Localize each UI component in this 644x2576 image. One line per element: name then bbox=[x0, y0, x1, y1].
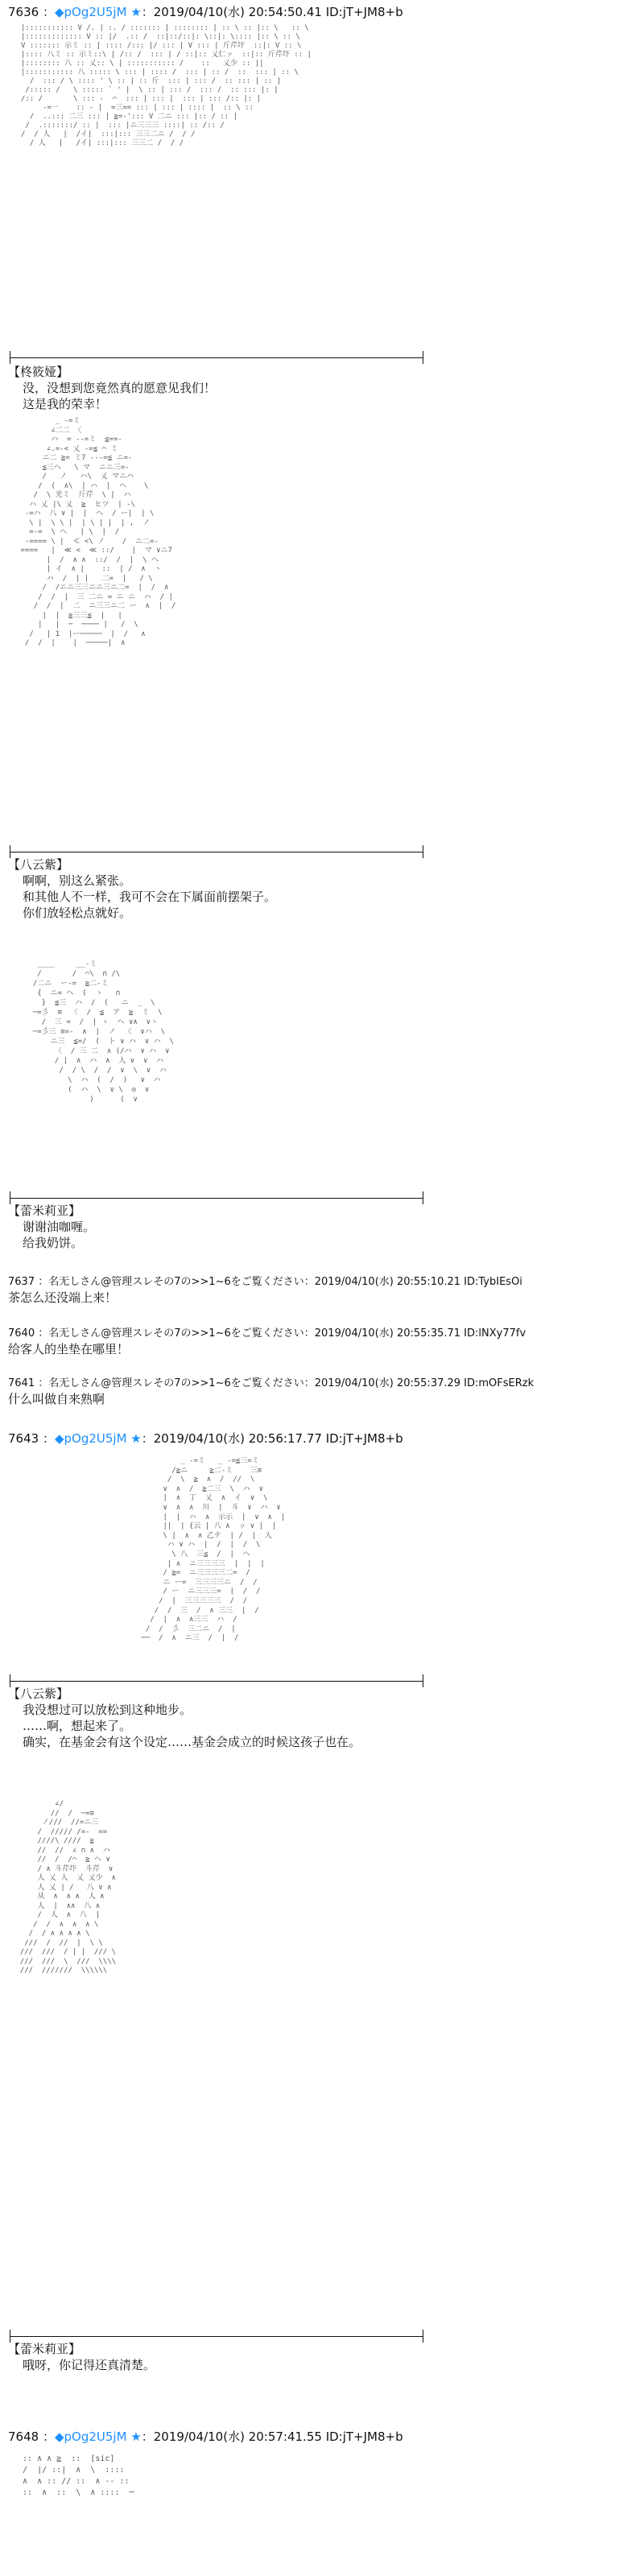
poster-name: 名无しさん bbox=[48, 1276, 101, 1288]
post-text: 什么叫做自来熟啊 bbox=[8, 1392, 105, 1406]
post-number: 7636 bbox=[8, 5, 39, 19]
post-number: 7637 bbox=[8, 1276, 35, 1288]
poster-trip[interactable]: ◆pOg2U5jM ★ bbox=[54, 2429, 142, 2444]
post-date: 2019/04/10(水) 20:54:50.41 bbox=[153, 5, 322, 19]
dialogue-block bbox=[8, 857, 276, 921]
dialogue-line: 确实，在基金会有这个设定……基金会成立的时候这孩子也在。 bbox=[23, 1735, 361, 1749]
dialogue-line: 谢谢油咖喱。 bbox=[23, 1220, 96, 1234]
speaker-name: 【柊筱娅】 bbox=[8, 365, 69, 379]
separator-line bbox=[10, 357, 423, 358]
dialogue-line: 这是我的荣幸！ bbox=[23, 397, 108, 411]
post-date: 2019/04/10(水) 20:55:10.21 bbox=[314, 1276, 461, 1288]
dialogue-line: 哦呀，你记得还真清楚。 bbox=[23, 2358, 156, 2372]
speaker-name: 【八云紫】 bbox=[8, 857, 69, 872]
post-date: 2019/04/10(水) 20:55:35.71 bbox=[314, 1327, 461, 1340]
post-id: ID:jT+JM8+b bbox=[325, 2429, 403, 2444]
separator-line bbox=[10, 1198, 423, 1199]
dialogue-line: 你们放轻松点就好。 bbox=[23, 906, 132, 920]
thread-note: 管理スレその7の>>1~6をご覧ください bbox=[111, 1276, 304, 1288]
dialogue-line: 没，没想到您竟然真的愿意见我们！ bbox=[23, 381, 217, 395]
post-number: 7648 bbox=[8, 2429, 39, 2444]
ascii-art-2: _ -=ミ ∠二二 〈 ハ = --=ミ ≦==- ∠.=-< 乂 -=≦ ⌒ ミ ニ二 ≧= ミ7 ---=≦ ニ=- ≦三ヘ \ マ ニニ三=- / ノ ハ\ 乂 マニハ / ( ∧\ | ハ | ヘ \ / \ 光ミ 斤芹 \ | ハ ハ 乂 |\ 乂 ≧ ヒツ | -\ -=ハ 八 ∨ | | ヘ / ー| | \ \ | \ \ | | \ | | | , ノ =-= \ ヘ | \ | / -==== \ | ≪ <\ ノ / ニ二=- ==== | ≪ < ≪ ::/ | マ ∨ニ7 | / ∧ ∧ ::/ / | \ ヘ | イ ∧ | :: | / ∧ ヽ ハ / | | 二= | / \ / /ニニ三三ニニ三ニ二= | / ∧ / / | 三 二ニ = ニ ニ ハ / | / / | 二 ニ三三ニ二 ー ∧ | / | | ≧三三≦ | | | | ─ ──── | / \ / | 1 |ー───── | / ∧ / / | | ─────| ∧ bbox=[20, 417, 176, 647]
post-header: 7643 ：◆pOg2U5jM ★：2019/04/10(水) 20:56:17.77 ID:jT+JM8+b bbox=[8, 1431, 403, 1446]
post-header: 7641 ：名无しさん@管理スレその7の>>1~6をご覧ください：2019/04/10(水) 20:55:37.29 ID:mOFsERzk bbox=[8, 1377, 535, 1389]
post-number: 7641 bbox=[8, 1377, 35, 1389]
dialogue-block bbox=[8, 364, 216, 412]
post-number: 7643 bbox=[8, 1431, 39, 1446]
post-id: ID:lNXy77fv bbox=[464, 1327, 526, 1340]
post-date: 2019/04/10(水) 20:57:41.55 bbox=[153, 2429, 322, 2444]
post-text: 给客人的坐垫在哪里！ bbox=[8, 1342, 130, 1356]
ascii-art-1: |::::::::::: V /. | :. / ::::::: | :::::::: | :: \ :: |:: \ :: \ |::::::::::::: V :: |/ .:: / ::|::/::|: \::|: \:::: |:: \ :: \ V ::::::: 示ミ :: | :::: /::: |/ ::: | V ::: | 斤芹圷 ::|: V :: \ |:::: 八ミ :: 示ミ::\ | /:: / ::: | / ::|:: 乂仁ッ ::|:: 斤芹圷 :: | |:::::::: 八 :: 乂:: \ | ::::::::::: / :: 乂少 :: || |::::::::::: 八 ::::: \ ::: | :::: / ::: | :: / :: ::: | :: \ / ::: / \ :::: ' \ :: | :: 斤 ::: | ::: / :: ::: | :: | /::::: / \ ::::: ` ' | \ :: | ::: / ::: / :: ::: |: | /:: / \ ::: - ⌒ ::: | ::: | ::: | ::: /:: |: | -=一 :: - | =三== ::: | ::: | :::: | :: \ :: / ..::: 二三 ::: | ≧=-'::: V 二ニ ::: |:: / :: | / .:::::::/ :: | ::: |ニ三三三 ::::| :: /:: / / / 人 | /イ| :::|::: 三三二ニ / / / / 人 | /イ| :::|::: 三三二 / / / bbox=[21, 24, 312, 147]
ascii-art-5: ∠/ // / ─=≡ ノ/// //=ニ三 / ///// /=- == ////\ //// ≧ // // ∠ ∩ ∧ ハ // / /⌒ ≧ ヘ ∨ / ∧ 斗芹圷 斗芹 ∨ 人 乂 人 乂 乂少 ∧ 人 乂 | / 八 ∨ ∧ 从 ∧ ∧ ∧ 人 ∧ 人 | ∧∧ 八 ∧ / 人 ∧ 八 | / / ∧ ∧ ∧ \ / / ∧ ∧ ∧ ∧ \ /// / // | \ \ /// /// / | | /// \ /// /// \ /// \\\\ /// /////// \\\\\\ bbox=[19, 1800, 117, 1975]
dialogue-block bbox=[8, 1686, 361, 1750]
post-number: 7640 bbox=[8, 1327, 35, 1340]
dialogue-line: ……啊，想起来了。 bbox=[23, 1719, 132, 1733]
post-header: 7637 ：名无しさん@管理スレその7の>>1~6をご覧ください：2019/04/10(水) 20:55:10.21 ID:TybIEsOi bbox=[8, 1276, 522, 1288]
post-date: 2019/04/10(水) 20:56:17.77 bbox=[153, 1431, 322, 1446]
poster-name: 名无しさん bbox=[48, 1327, 101, 1340]
ascii-art-4: _ -=ミ _ -=≦三=ミ /≧ニ ≧二-ミ 三≡ / \ ≧ ∧ / // \ ∨ ∧ / ≧二三 \ ハ ∨ | ∧ 丁 乂 ∧ イ ∨ \ ∨ ∧ ∧ 川 | 斗 ∨ ハ ∨ | | ハ ∧ 示示 | ∨ ∧ | || | {云 | 八 ∧ ッ ∨ | | \ | ∧ ∧ 乙テ | / | 人 ハ ∨ ハ | / | / \ \ 八 三≦ / | ヘ | ∧ ニ三三三三 | | | / ≧= ニ三三三三二= / ニ ー= 三三三三ニ / / / ー ニ三三三= | / / / | 三三三三三 / / / / 三 / ∧ 三三 | / / | ∧ ∧三三 ハ / / / 彡 三二ニ / | ── / ∧ ニ三 / | / bbox=[141, 1457, 286, 1643]
poster-name: 名无しさん bbox=[48, 1377, 101, 1389]
ascii-art-3: ____ __-ミ / / ⌒\ ∩ /\ /二ニ ー-= ≧二-ミ { ニ= ヘ ( ゝ ∩ } ≦三 ハ / ( ニ _ \ ─=彡 ≡ 〈 / ≦ ア ≧ ミ \ / 三 = / | ゝ ヘ ∨∧ ∨ヽ ─=彡三 ≡=- ∧ | ノ 〈 ∨ハ \ ニ三 ≦=/ ( ト ∨ ハ ∨ ハ \ 〈 / 三 二 ∧ (/ハ ∨ ハ ∨ / | ∧ ハ ∧ 人 ∨ ∨ ハ / / \ / / ∨ \ ∨ ハ \ ハ ( / ) ∨ ハ ( ハ \ ∨ \ ◎ ∨ ) ( ∨ bbox=[32, 960, 174, 1104]
dialogue-line: 和其他人不一样，我可不会在下属面前摆架子。 bbox=[23, 890, 277, 904]
separator-line bbox=[10, 1681, 423, 1682]
post-id: ID:mOFsERzk bbox=[464, 1377, 535, 1389]
dialogue-line: 给我奶饼。 bbox=[23, 1236, 84, 1250]
post-header: 7648 ：◆pOg2U5jM ★：2019/04/10(水) 20:57:41.55 ID:jT+JM8+b bbox=[8, 2429, 403, 2444]
ascii-art-6: :: ∧ ∧ ≧ :: [sic] / |/ ::| ∧ \ :::: ∧ ∧ :: // :: ∧ -- :: :: ∧ :: \ ∧ :::: ─ bbox=[23, 2454, 134, 2497]
post-id: ID:jT+JM8+b bbox=[325, 5, 403, 19]
post-header: 7640 ：名无しさん@管理スレその7の>>1~6をご覧ください：2019/04/10(水) 20:55:35.71 ID:lNXy77fv bbox=[8, 1327, 526, 1340]
post-id: ID:TybIEsOi bbox=[464, 1276, 522, 1288]
dialogue-block bbox=[8, 1203, 95, 1251]
thread-note: 管理スレその7の>>1~6をご覧ください bbox=[111, 1377, 304, 1389]
post-date: 2019/04/10(水) 20:55:37.29 bbox=[314, 1377, 461, 1389]
dialogue-block bbox=[8, 2341, 155, 2373]
post-text: 茶怎么还没端上来！ bbox=[8, 1290, 118, 1305]
speaker-name: 【八云紫】 bbox=[8, 1686, 69, 1701]
post-header: 7636 ：◆pOg2U5jM ★：2019/04/10(水) 20:54:50.41 ID:jT+JM8+b bbox=[8, 5, 403, 19]
speaker-name: 【蕾米莉亚】 bbox=[8, 2342, 81, 2356]
post-id: ID:jT+JM8+b bbox=[325, 1431, 403, 1446]
thread-note: 管理スレその7の>>1~6をご覧ください bbox=[111, 1327, 304, 1340]
separator-line bbox=[10, 2336, 423, 2337]
dialogue-line: 啊啊，别这么紧张。 bbox=[23, 873, 132, 888]
dialogue-line: 我没想过可以放松到这种地步。 bbox=[23, 1703, 192, 1717]
speaker-name: 【蕾米莉亚】 bbox=[8, 1203, 81, 1218]
poster-trip[interactable]: ◆pOg2U5jM ★ bbox=[54, 1431, 142, 1446]
poster-trip[interactable]: ◆pOg2U5jM ★ bbox=[54, 5, 142, 19]
